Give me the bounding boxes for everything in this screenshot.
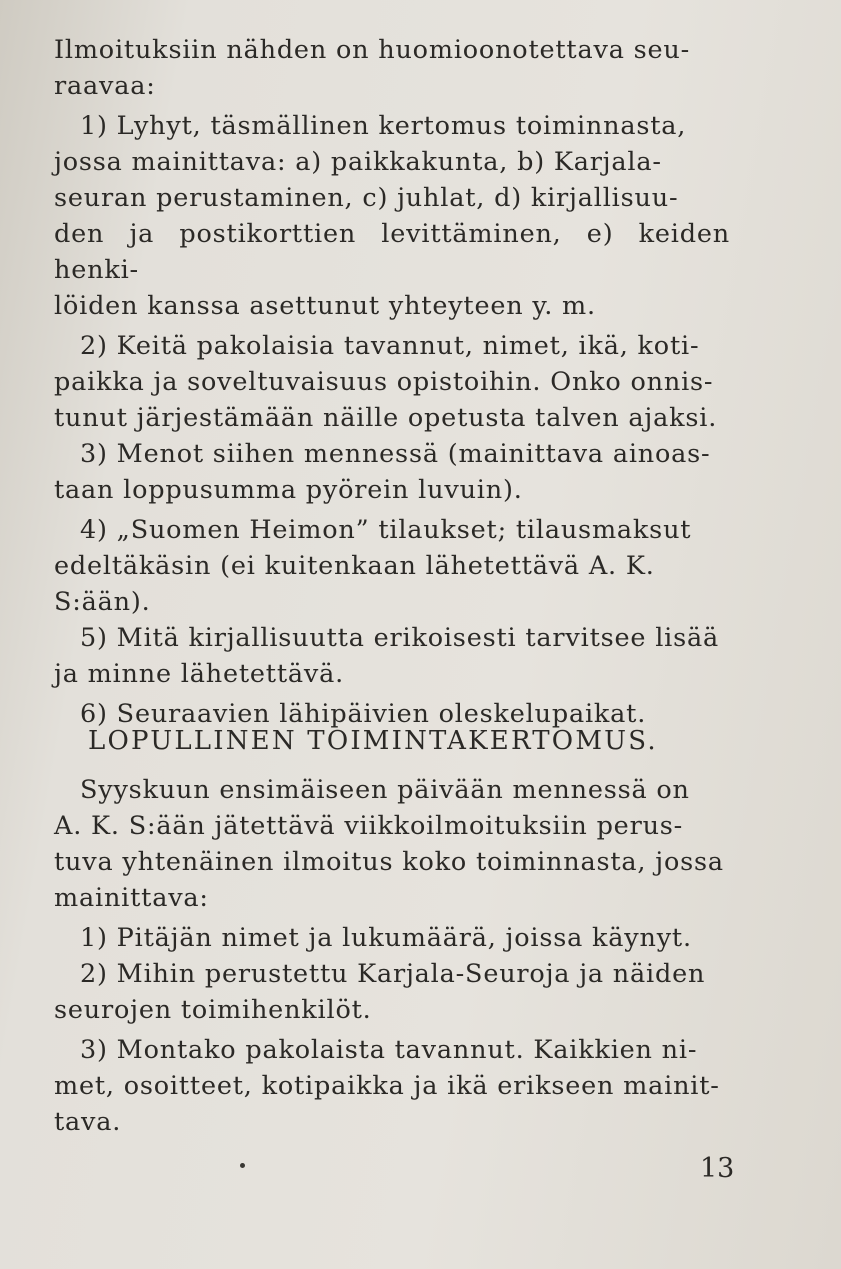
list-item: 2) Mihin perustettu Karjala-Seuroja ja näiden [80,959,706,989]
list-item: 4) „Suomen Heimon” tilaukset; tilausmaksut [80,515,692,545]
list-item: 2) Keitä pakolaisia tavannut, nimet, ikä, koti- [80,331,700,361]
text-line: den ja postikorttien levittäminen, e) keiden henki- [54,219,730,285]
text-line: edeltäkäsin (ei kuitenkaan lähetettävä A. K. [54,551,655,581]
text-line: ja minne lähetettävä. [54,659,345,689]
text-line: Syyskuun ensimäiseen päivään mennessä on [80,775,690,805]
text-line: mainittava: [54,883,209,913]
text-line: seurojen toimihenkilöt. [54,995,372,1025]
text-line: seuran perustaminen, c) juhlat, d) kirjallisuu- [54,183,679,213]
text-line: paikka ja soveltuvaisuus opistoihin. Onko onnis- [54,367,714,397]
final-report-block [54,772,730,1140]
text-line: löiden kanssa asettunut yhteyteen y. m. [54,291,596,321]
text-line: A. K. S:ään jätettävä viikkoilmoituksiin perus- [54,811,684,841]
text-line: taan loppusumma pyörein luvuin). [54,475,523,505]
instructions-block [54,32,730,732]
text-line: met, osoitteet, kotipaikka ja ikä erikseen mainit- [54,1071,720,1101]
page-number: 13 [700,1153,735,1184]
list-item: 1) Pitäjän nimet ja lukumäärä, joissa käynyt. [80,923,692,953]
text-line: jossa mainittava: a) paikkakunta, b) Karjala- [54,147,662,177]
section-heading: LOPULLINEN TOIMINTAKERTOMUS. [88,726,658,756]
list-item: 3) Montako pakolaista tavannut. Kaikkien ni- [80,1035,698,1065]
text-line: tunut järjestämään näille opetusta talven ajaksi. [54,403,718,433]
text-line: tuva yhtenäinen ilmoitus koko toiminnasta, jossa [54,847,724,877]
text-line: Ilmoituksiin nähden on huomioonotettava seu- [54,35,691,65]
list-item: 3) Menot siihen mennessä (mainittava ainoas- [80,439,711,469]
text-line: tava. [54,1107,122,1137]
text-line: S:ään). [54,587,151,617]
list-item: 1) Lyhyt, täsmällinen kertomus toiminnasta, [80,111,687,141]
list-item: 5) Mitä kirjallisuutta erikoisesti tarvitsee lisää [80,623,720,653]
list-item: 6) Seuraavien lähipäivien oleskelupaikat. [80,699,647,729]
text-line: raavaa: [54,71,156,101]
print-speck [240,1163,245,1168]
